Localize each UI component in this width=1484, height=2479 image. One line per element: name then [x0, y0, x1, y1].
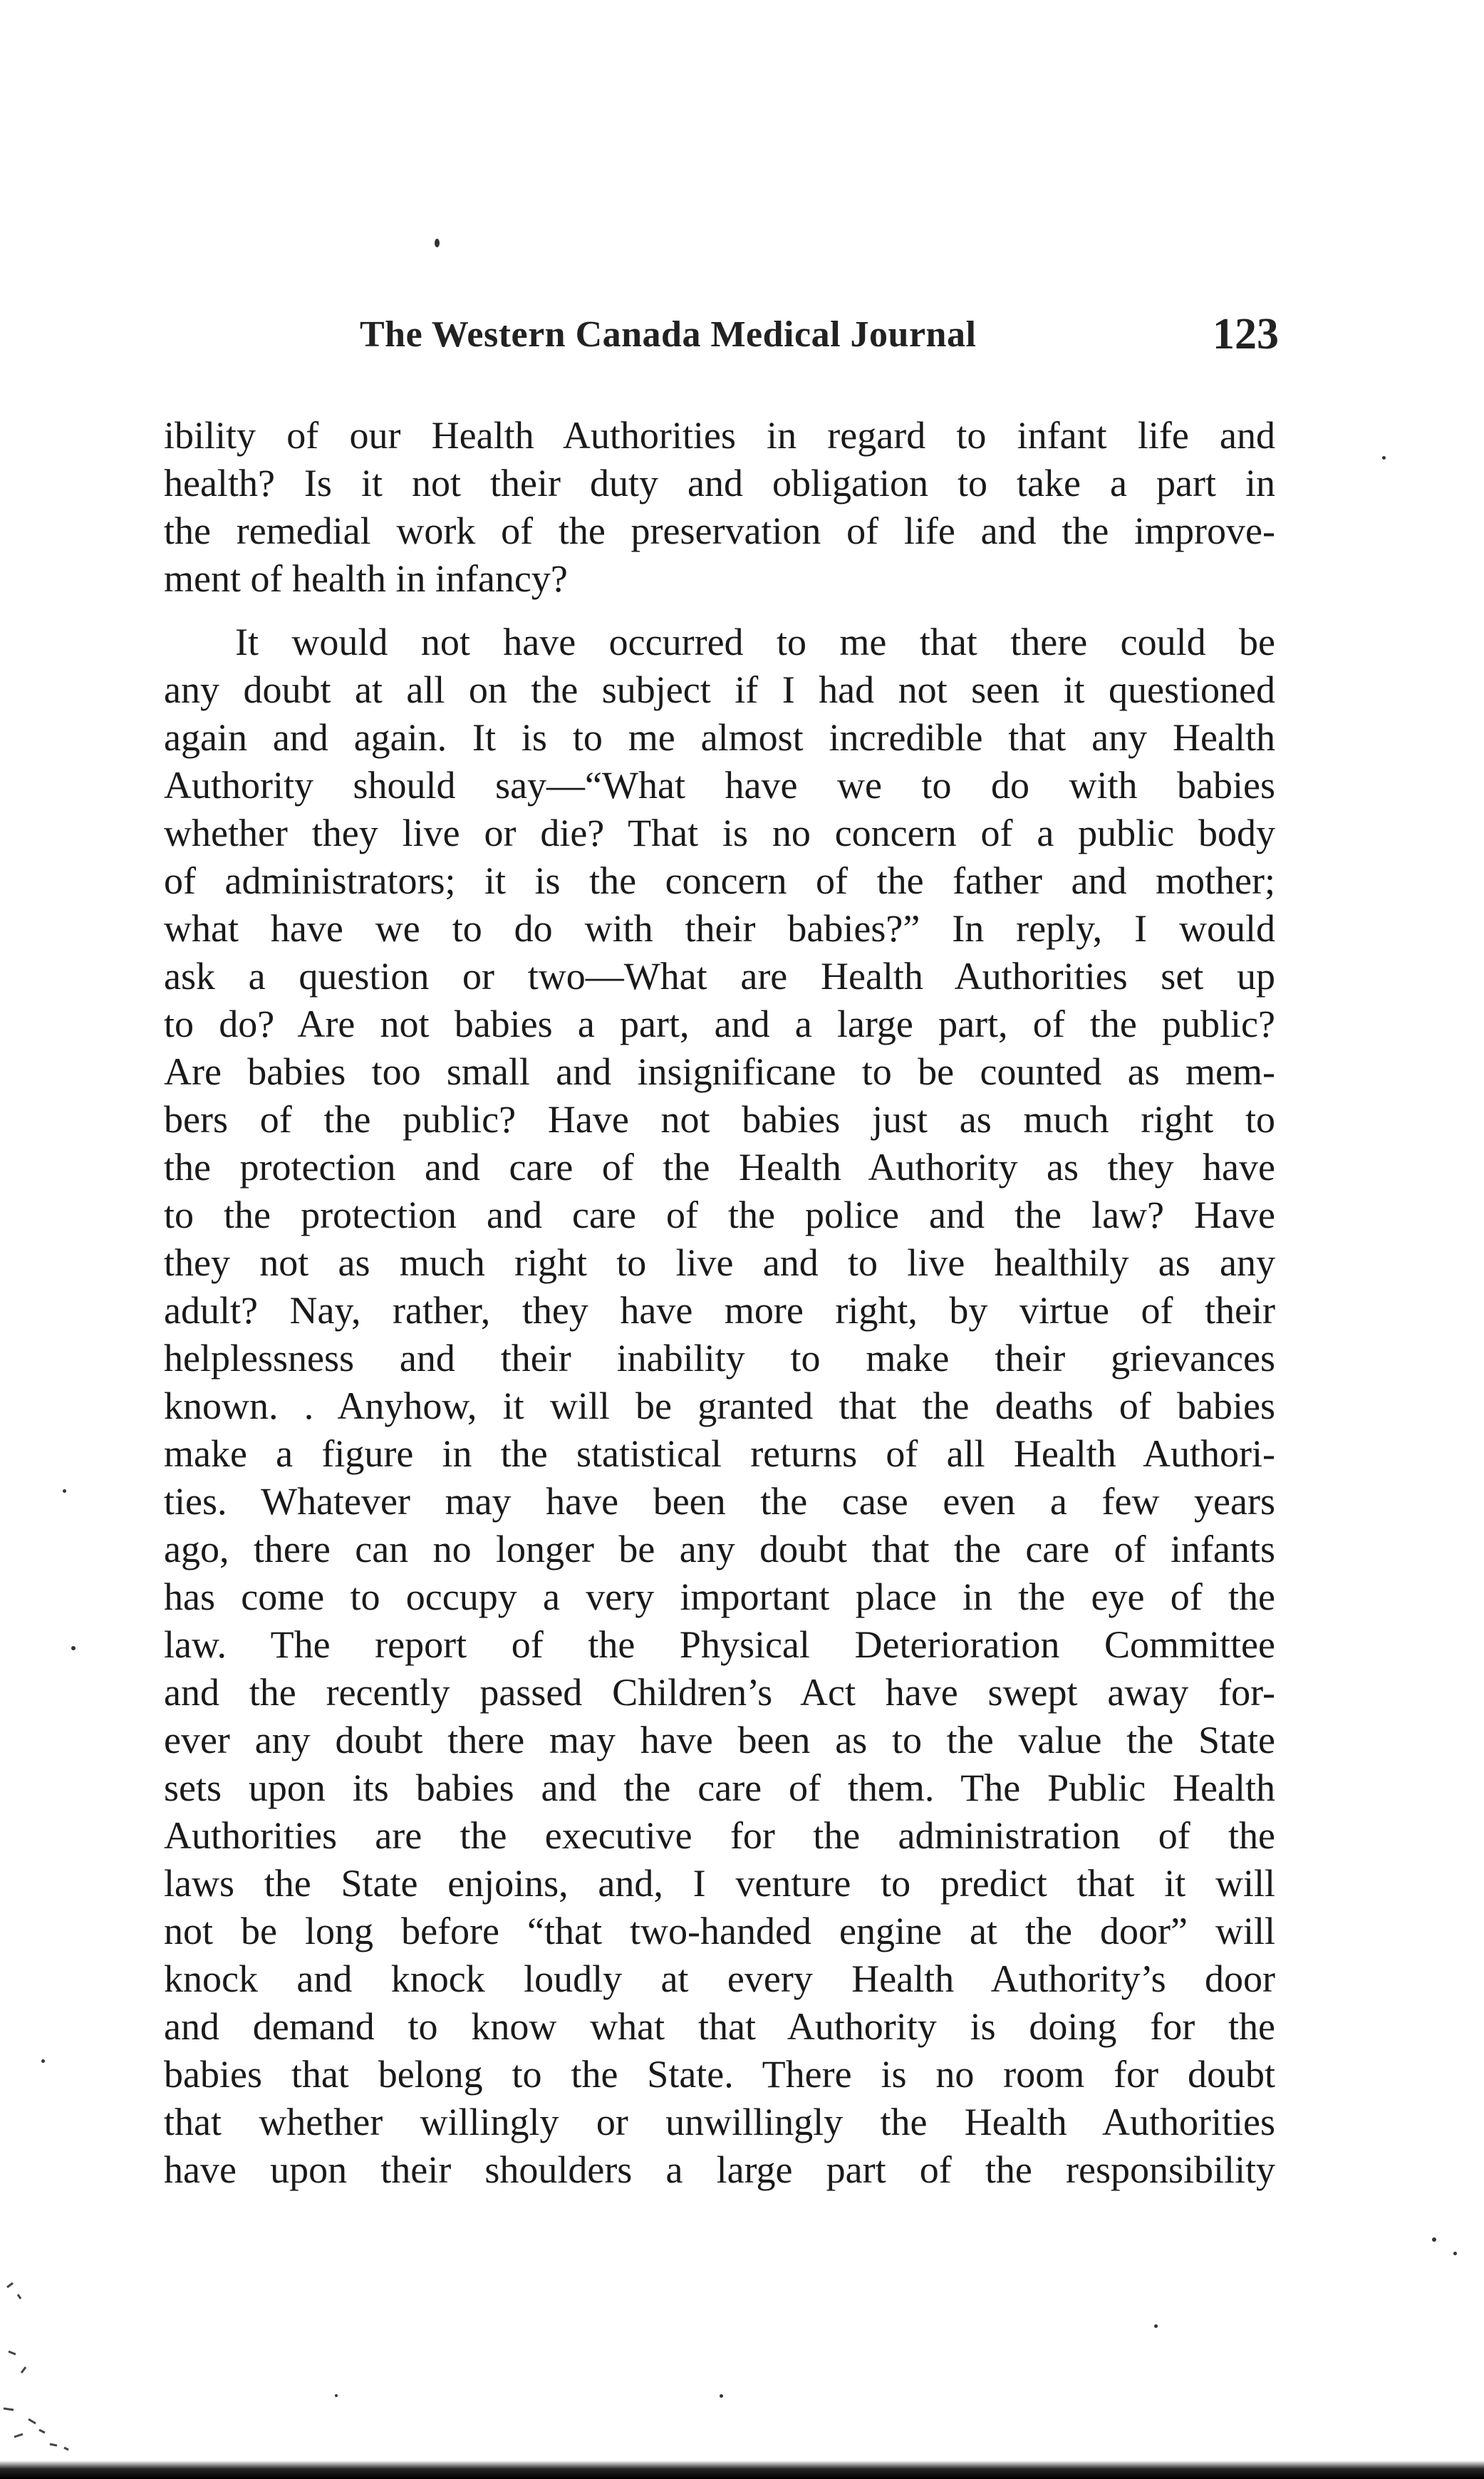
text-line: make a figure in the statistical returns of all Health Authori-	[164, 1432, 1275, 1475]
text-line: they not as much right to live and to live healthily as any	[164, 1241, 1275, 1284]
text-line: of administrators; it is the concern of the father and mother;	[164, 859, 1275, 902]
text-line: and demand to know what that Authority is doing for the	[164, 2005, 1275, 2048]
text-line: ago, there can no longer be any doubt that the care of infants	[164, 1528, 1275, 1570]
scan-speck	[71, 1646, 76, 1650]
text-line: sets upon its babies and the care of them. The Public Health	[164, 1766, 1275, 1809]
text-line: adult? Nay, rather, they have more right, by virtue of their	[164, 1289, 1275, 1332]
text-line: Are babies too small and insignificane to be counted as mem-	[164, 1050, 1275, 1093]
scan-speck	[335, 2394, 338, 2397]
paragraph	[164, 619, 1275, 2194]
paragraph	[164, 412, 1275, 603]
text-line: law. The report of the Physical Deterioration Committee	[164, 1623, 1275, 1666]
scan-speck	[1154, 2324, 1158, 2328]
scan-speck	[435, 239, 440, 247]
text-line: to do? Are not babies a part, and a large part, of the public?	[164, 1003, 1275, 1045]
text-line: the protection and care of the Health Authority as they have	[164, 1146, 1275, 1189]
text-line: not be long before “that two-handed engine at the door” will	[164, 1910, 1275, 1952]
text-line: what have we to do with their babies?” In reply, I would	[164, 907, 1275, 950]
article-body	[164, 412, 1275, 2194]
text-line: ibility of our Health Authorities in regard to infant life and	[164, 414, 1275, 457]
scan-speck	[1432, 2237, 1436, 2242]
text-line: Authorities are the executive for the administration of the	[164, 1814, 1275, 1857]
scan-speck	[63, 1489, 66, 1493]
scan-speck	[720, 2394, 723, 2398]
text-line: that whether willingly or unwillingly the Health Authorities	[164, 2101, 1275, 2143]
scan-speck	[1382, 456, 1386, 460]
text-line: again and again. It is to me almost incredible that any Health	[164, 716, 1275, 759]
text-line: ment of health in infancy?	[164, 557, 568, 600]
text-line: Authority should say—“What have we to do with babies	[164, 764, 1275, 807]
text-line: bers of the public? Have not babies just as much right to	[164, 1098, 1275, 1141]
page-number: 123	[1213, 310, 1279, 358]
text-line: any doubt at all on the subject if I had not seen it questioned	[164, 668, 1275, 711]
text-line: to the protection and care of the police and the law? Have	[164, 1194, 1275, 1236]
text-line: and the recently passed Children’s Act have swept away for-	[164, 1671, 1275, 1714]
text-line: babies that belong to the State. There is no room for doubt	[164, 2053, 1275, 2096]
scan-bottom-edge	[0, 2460, 1484, 2479]
scan-speck	[1453, 2252, 1457, 2255]
text-line: ties. Whatever may have been the case even a few years	[164, 1480, 1275, 1523]
text-line: ask a question or two—What are Health Authorities set up	[164, 955, 1275, 998]
text-line: health? Is it not their duty and obligation to take a part in	[164, 462, 1275, 504]
text-line: have upon their shoulders a large part of the responsibility	[164, 2148, 1275, 2191]
journal-title: The Western Canada Medical Journal	[360, 314, 977, 355]
text-line: known. . Anyhow, it will be granted that the deaths of babies	[164, 1385, 1275, 1427]
text-line: laws the State enjoins, and, I venture to predict that it will	[164, 1862, 1275, 1905]
text-line: helplessness and their inability to make their grievances	[164, 1337, 1275, 1380]
running-header	[360, 310, 1279, 371]
text-line: knock and knock loudly at every Health Authority’s door	[164, 1957, 1275, 2000]
text-line: the remedial work of the preservation of life and the improve-	[164, 509, 1275, 552]
scan-edge-marks	[0, 2266, 100, 2465]
text-line: whether they live or die? That is no concern of a public body	[164, 812, 1275, 854]
text-line: has come to occupy a very important place in the eye of the	[164, 1575, 1275, 1618]
scan-speck	[41, 2059, 45, 2063]
text-line: ever any doubt there may have been as to the value the State	[164, 1719, 1275, 1761]
text-line: It would not have occurred to me that there could be	[235, 621, 1275, 663]
